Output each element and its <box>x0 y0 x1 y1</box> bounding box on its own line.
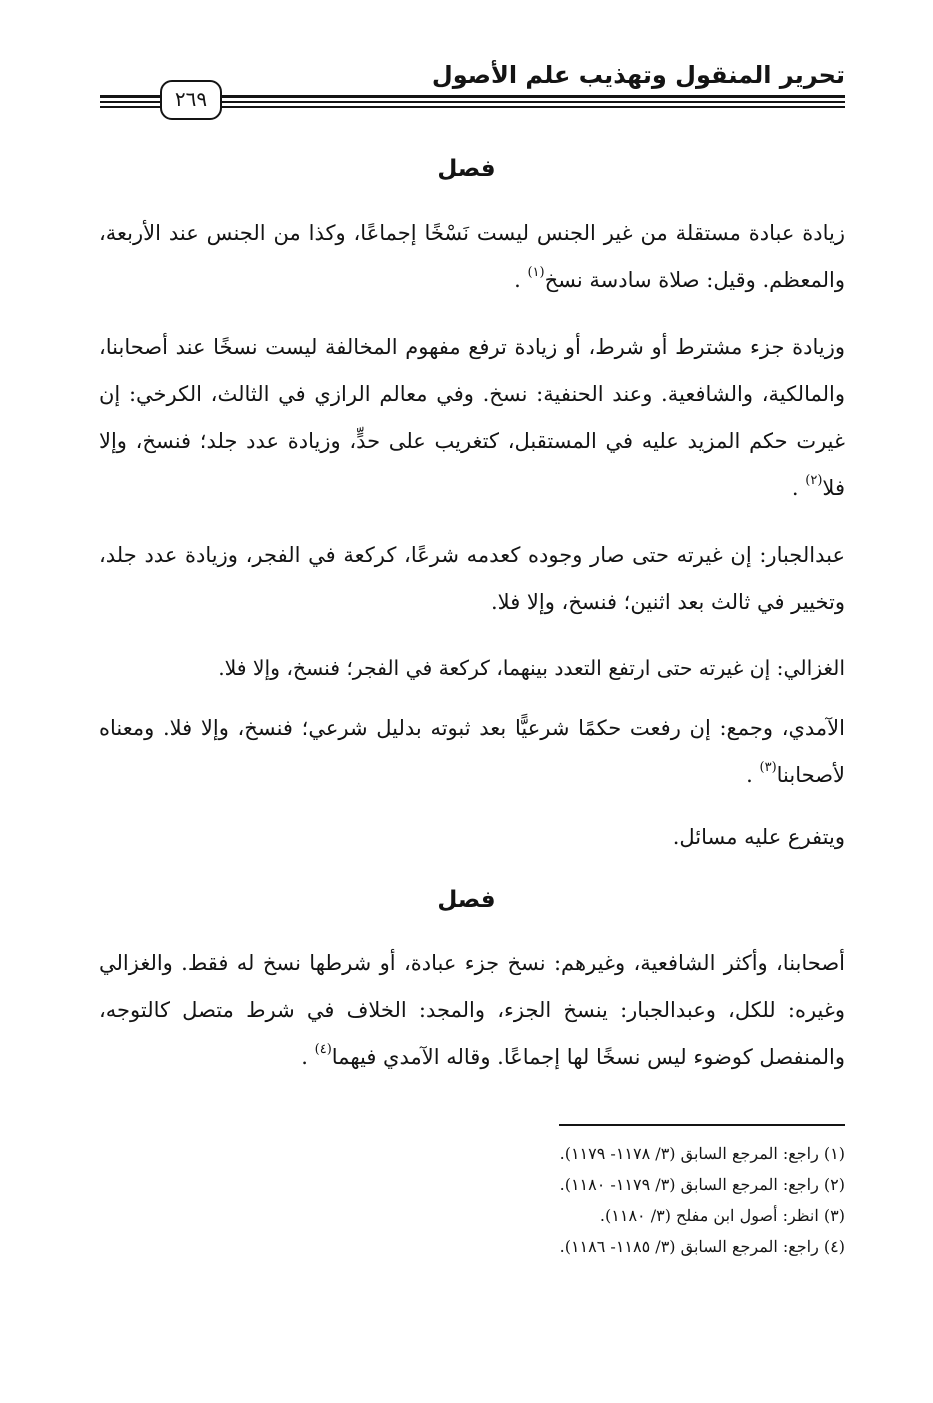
paragraph-tail: . <box>301 1045 315 1069</box>
paragraph-text: زيادة عبادة مستقلة من غير الجنس ليست نَسْخًا إجماعًا، وكذا من الجنس عند الأربعة، والمعظم. وقيل: صلاة سادسة نسخ <box>99 221 845 292</box>
footnote-marker: (٢) <box>805 473 823 488</box>
footnote-separator <box>559 1124 845 1126</box>
section-heading: فصل <box>437 156 496 182</box>
paragraph-text: الغزالي: إن غيرته حتى ارتفع التعدد بينهما، كركعة في الفجر؛ فنسخ، وإلا فلا. <box>218 656 845 680</box>
paragraph-tail: . <box>746 763 760 787</box>
paragraph <box>99 532 845 626</box>
paragraph-text: ويتفرع عليه مسائل. <box>672 825 845 849</box>
paragraph-tail: . <box>514 268 528 292</box>
paragraph <box>99 814 845 861</box>
footnote-marker: (٣) <box>759 760 777 775</box>
footnotes <box>99 1138 845 1262</box>
footnote-marker: (٤) <box>314 1042 332 1057</box>
footnote: (١) راجع: المرجع السابق (٣/ ١١٧٨- ١١٧٩). <box>559 1144 845 1163</box>
footnote-marker: (١) <box>527 265 545 280</box>
paragraph-text: وزيادة جزء مشترط أو شرط، أو زيادة ترفع مفهوم المخالفة ليست نسخًا عند أصحابنا، والمالكية، والشافعية. وعند الحنفية: نسخ. وفي معالم الرازي في الثالث، الكرخي: إن غيرت حكم المزيد عليه في المستقبل، كتغريب على حدٍّ، وزيادة عدد جلد؛ فنسخ، وإلا فلا <box>99 335 845 500</box>
page-number: ٢٦٩ <box>160 80 222 120</box>
paragraph-tail: . <box>791 476 806 500</box>
paragraph-text: الآمدي، وجمع: إن رفعت حكمًا شرعيًّا بعد ثبوته بدليل شرعي؛ فنسخ، وإلا فلا. ومعناه لأصحابنا <box>99 716 845 787</box>
paragraph-text: أصحابنا، وأكثر الشافعية، وغيرهم: نسخ جزء عبادة، أو شرطها نسخ له فقط. والغزالي وغيره: للكل، وعبدالجبار: ينسخ الجزء، والمجد: الخلاف في شرط متصل كالتوجه، والمنفصل كوضوء ليس نسخًا لها إجماعًا. وقاله الآمدي فيهما <box>99 951 845 1069</box>
footnote: (٤) راجع: المرجع السابق (٣/ ١١٨٥- ١١٨٦). <box>559 1237 845 1256</box>
footnote: (٢) راجع: المرجع السابق (٣/ ١١٧٩- ١١٨٠). <box>559 1175 845 1194</box>
paragraph <box>99 324 845 512</box>
paragraph-text: عبدالجبار: إن غيرته حتى صار وجوده كعدمه شرعًا، كركعة في الفجر، وزيادة عدد جلد، وتخيير في ثالث بعد اثنين؛ فنسخ، وإلا فلا. <box>99 543 845 614</box>
paragraph <box>99 210 845 304</box>
section-heading: فصل <box>437 887 496 913</box>
paragraph <box>99 705 845 799</box>
footnote: (٣) انظر: أصول ابن مفلح (٣/ ١١٨٠). <box>599 1206 845 1225</box>
paragraph <box>99 645 845 692</box>
paragraph <box>99 940 845 1081</box>
running-title: تحرير المنقول وتهذيب علم الأصول <box>431 61 845 89</box>
